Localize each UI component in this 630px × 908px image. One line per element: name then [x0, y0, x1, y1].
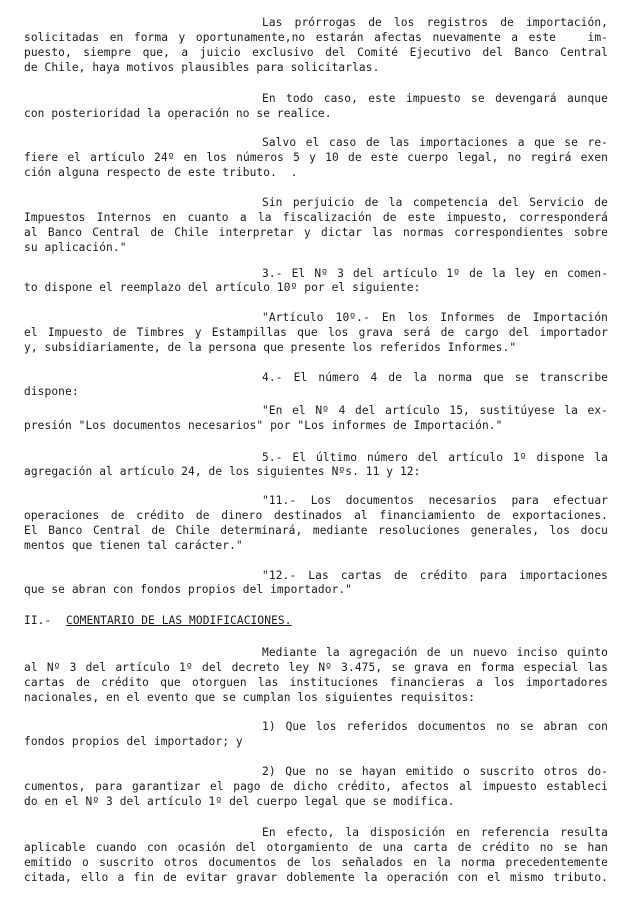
- text-line: operaciones de crédito de dinero destinados al financiamiento de exportaciones.: [24, 509, 608, 522]
- text-line: que se abran con fondos propios del importador.": [24, 583, 353, 596]
- text-line: emitido o suscrito otros documentos de los señalados en la norma precedentemente: [24, 856, 608, 869]
- text-line: puesto, siempre que, a juicio exclusivo del Comité Ejecutivo del Banco Central: [24, 46, 608, 59]
- text-line: En efecto, la disposición en referencia resulta: [262, 826, 608, 839]
- text-line: 3.- El Nº 3 del artículo 1º de la ley en comen-: [262, 267, 608, 280]
- text-line: 1) Que los referidos documentos no se abran con: [262, 720, 608, 733]
- text-line: dispone:: [24, 385, 79, 398]
- text-line: to dispone el reemplazo del artículo 10º por el siguiente:: [24, 281, 421, 294]
- text-line: "11.- Los documentos necesarios para efectuar: [262, 494, 608, 507]
- text-line: cartas de crédito que otorguen las instituciones financieras a los importadores: [24, 676, 608, 689]
- text-line: ción alguna respecto de este tributo. .: [24, 166, 298, 179]
- text-line: fondos propios del importador; y: [24, 735, 243, 748]
- text-line: "Artículo 10º.- En los Informes de Importación: [262, 311, 608, 324]
- text-line: El Banco Central de Chile determinará, mediante resoluciones generales, los docu: [24, 524, 608, 537]
- text-line: el Impuesto de Timbres y Estampillas que los grava será de cargo del importador: [24, 326, 608, 339]
- text-line: y, subsidiariamente, de la persona que presente los referidos Informes.": [24, 341, 517, 354]
- text-line: Las prórrogas de los registros de importación,: [262, 16, 608, 29]
- text-line: al Banco Central de Chile interpretar y dictar las normas correspondientes sobre: [24, 226, 608, 239]
- text-line: agregación al artículo 24, de los siguientes Nºs. 11 y 12:: [24, 465, 421, 478]
- text-line: En todo caso, este impuesto se devengará aunque: [262, 92, 608, 105]
- text-line: nacionales, en el evento que se cumplan los siguientes requisitos:: [24, 691, 476, 704]
- text-line: con posterioridad la operación no se realice.: [24, 107, 332, 120]
- text-line: presión "Los documentos necesarios" por "Los informes de Importación.": [24, 419, 503, 432]
- text-line: Salvo el caso de las importaciones a que se re-: [262, 136, 608, 149]
- text-line: solicitadas en forma y oportunamente,no estarán afectas nuevamente a este im-: [24, 31, 608, 44]
- text-line: su aplicación.": [24, 241, 127, 254]
- text-line: citada, ello a fin de evitar gravar doblemente la operación con el mismo tributo.: [24, 871, 608, 884]
- text-line: fiere el artículo 24º en los números 5 y 10 de este cuerpo legal, no regirá exen: [24, 151, 608, 164]
- text-line: "En el Nº 4 del artículo 15, sustitúyese la ex-: [262, 404, 608, 417]
- text-line: al Nº 3 del artículo 1º del decreto ley Nº 3.475, se grava en forma especial las: [24, 661, 608, 674]
- text-line: cumentos, para garantizar el pago de dicho crédito, afectos al impuesto estableci: [24, 780, 608, 793]
- text-line: Sin perjuicio de la competencia del Servicio de: [262, 196, 608, 209]
- text-line: "12.- Las cartas de crédito para importaciones: [262, 569, 608, 582]
- text-line: aplicable cuando con ocasión del otorgamiento de una carta de crédito no se han: [24, 841, 608, 854]
- text-line: 4.- El número 4 de la norma que se transcribe: [262, 371, 608, 384]
- section-title: COMENTARIO DE LAS MODIFICACIONES.: [66, 614, 292, 627]
- text-line: de Chile, haya motivos plausibles para solicitarlas.: [24, 61, 380, 74]
- text-line: mentos que tienen tal carácter.": [24, 539, 243, 552]
- text-line: do en el Nº 3 del artículo 1º del cuerpo legal que se modifica.: [24, 795, 455, 808]
- section-number: II.-: [24, 614, 52, 627]
- text-line: 2) Que no se hayan emitido o suscrito otros do-: [262, 765, 608, 778]
- text-line: 5.- El último número del artículo 1º dispone la: [262, 451, 608, 464]
- text-line: Impuestos Internos en cuanto a la fiscalización de este impuesto, corresponderá: [24, 211, 608, 224]
- text-line: Mediante la agregación de un nuevo inciso quinto: [262, 646, 608, 659]
